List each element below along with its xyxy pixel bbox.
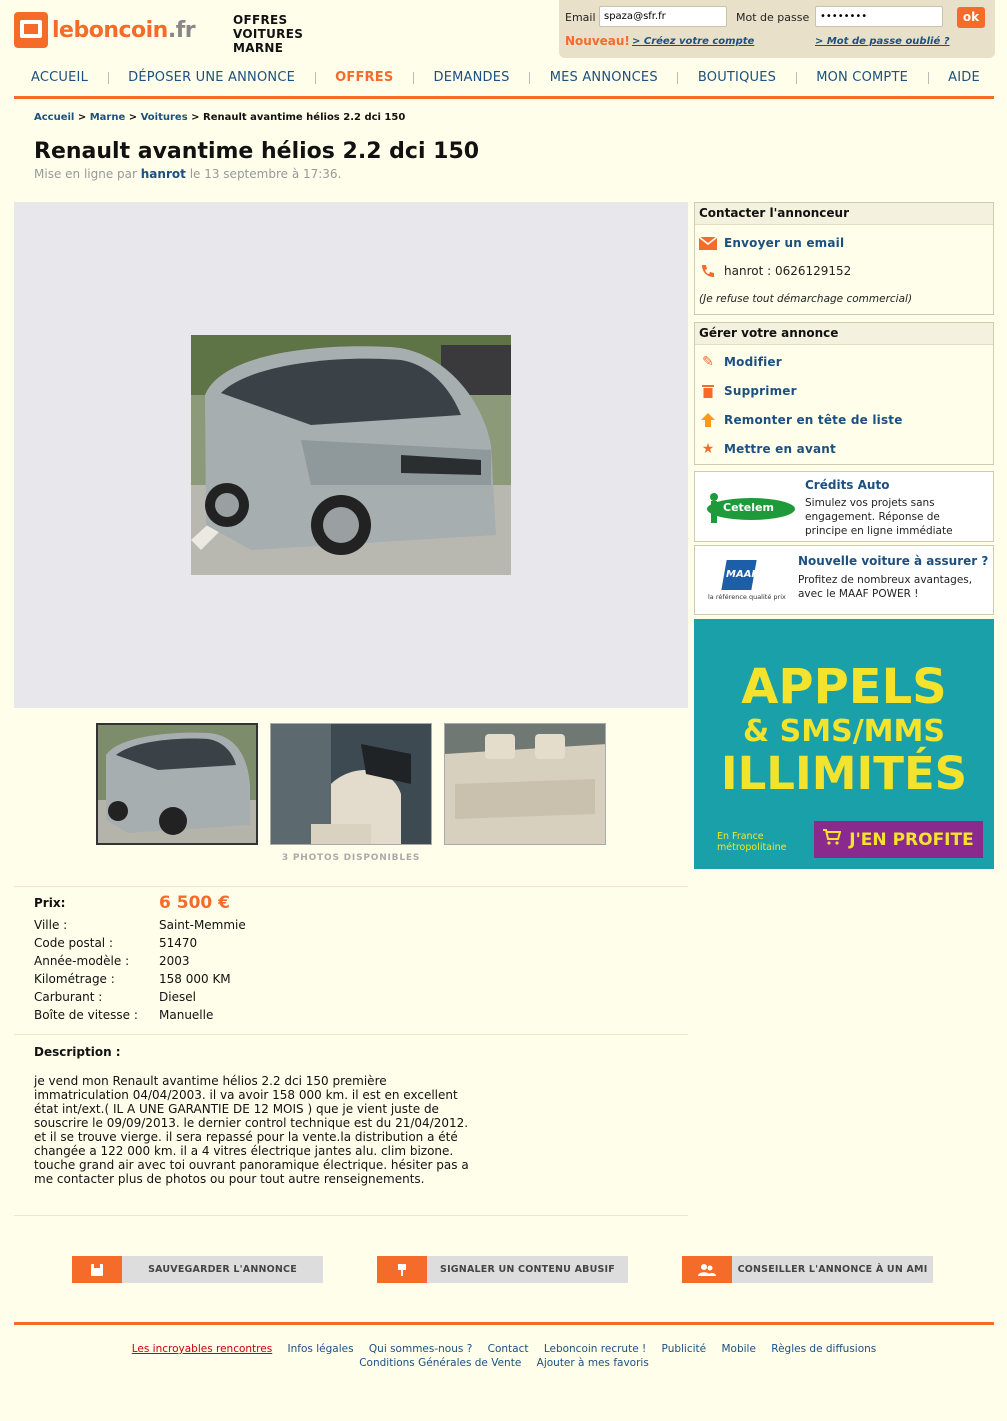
breadcrumb-region[interactable]: Marne (89, 112, 126, 123)
modify-link[interactable]: Modifier (724, 355, 782, 369)
photo-viewer (14, 202, 688, 708)
phone-icon (699, 263, 717, 279)
nav-accueil[interactable]: ACCUEIL (31, 70, 89, 85)
meta-date: le 13 septembre à 17:36. (189, 167, 342, 181)
context-category: VOITURES (233, 27, 304, 41)
nav-separator (928, 72, 929, 84)
breadcrumb-home[interactable]: Accueil (34, 112, 75, 123)
forgot-password-link[interactable]: > Mot de passe oublié ? (815, 36, 950, 47)
save-ad-label: SAUVEGARDER L'ANNONCE (148, 1264, 297, 1275)
share-friend-button[interactable] (682, 1256, 933, 1283)
gearbox-value: Manuelle (159, 1008, 214, 1022)
nav-boutiques[interactable]: BOUTIQUES (697, 70, 777, 85)
maaf-logo (708, 560, 786, 604)
nav-separator (413, 72, 414, 84)
footer-link-cgv[interactable]: Conditions Générales de Vente (359, 1357, 522, 1369)
banner-line2: & SMS/MMS (743, 714, 945, 749)
main-nav (14, 67, 994, 99)
divider (14, 1034, 688, 1035)
send-email-link[interactable]: Envoyer un email (724, 236, 845, 250)
save-ad-button[interactable] (72, 1256, 323, 1283)
city-value: Saint-Memmie (159, 918, 246, 932)
ad-meta (34, 167, 341, 181)
bump-link[interactable]: Remonter en tête de liste (724, 413, 903, 427)
trash-icon (699, 383, 717, 399)
save-icon (72, 1256, 122, 1283)
maaf-title: Nouvelle voiture à assurer ? (798, 554, 989, 568)
create-account-link[interactable]: > Créez votre compte (632, 36, 755, 47)
contact-box (694, 202, 994, 315)
breadcrumb-category[interactable]: Voitures (140, 112, 188, 123)
thumbnail-3[interactable] (444, 723, 606, 845)
banner-note-line1: En France (717, 831, 764, 842)
nav-separator (677, 72, 678, 84)
password-field[interactable] (815, 6, 943, 27)
envelope-icon (699, 235, 717, 251)
delete-link[interactable]: Supprimer (724, 384, 797, 398)
price-label: Prix: (34, 896, 66, 910)
thumbnail-1[interactable] (96, 723, 258, 845)
logo-text: leboncoin (52, 17, 168, 43)
seller-link[interactable]: hanrot (140, 167, 186, 181)
cart-icon (823, 829, 841, 850)
maaf-promo[interactable] (694, 545, 994, 615)
nav-separator (108, 72, 109, 84)
logo-tld: .fr (167, 17, 196, 43)
footer-link-contact[interactable]: Contact (487, 1343, 529, 1355)
footer-link-infos[interactable]: Infos légales (287, 1343, 354, 1355)
footer-link-recrute[interactable]: Leboncoin recrute ! (543, 1343, 647, 1355)
city-label: Ville : (34, 918, 68, 932)
nav-deposer[interactable]: DÉPOSER UNE ANNONCE (128, 70, 296, 85)
nav-mon-compte[interactable]: MON COMPTE (816, 70, 909, 85)
footer-links (14, 1342, 994, 1370)
description-label: Description : (34, 1045, 121, 1059)
breadcrumb-current: Renault avantime hélios 2.2 dci 150 (203, 112, 406, 123)
year-label: Année-modèle : (34, 954, 130, 968)
context-offres: OFFRES (233, 13, 288, 27)
cetelem-logo (705, 489, 795, 527)
manage-title: Gérer votre annonce (695, 323, 993, 345)
maaf-text: Profitez de nombreux avantages, avec le MAAF POWER ! (798, 574, 973, 600)
nav-separator (315, 72, 316, 84)
banner-cta-label: J'EN PROFITE (849, 829, 974, 850)
meta-prefix: Mise en ligne par (34, 167, 137, 181)
login-box (559, 0, 995, 58)
gearbox-label: Boîte de vitesse : (34, 1008, 138, 1022)
context-region: MARNE (233, 41, 284, 55)
delete-row[interactable] (699, 383, 797, 399)
banner-line3: ILLIMITÉS (720, 747, 968, 800)
footer-link-publicite[interactable]: Publicité (661, 1343, 707, 1355)
footer-link-regles[interactable]: Règles de diffusions (771, 1343, 877, 1355)
breadcrumb: Accueil > Marne > Voitures > Renault avantime hélios 2.2 dci 150 (34, 112, 406, 123)
pin-icon (377, 1256, 427, 1283)
banner-cta-button[interactable] (814, 821, 983, 858)
nouveau-label: Nouveau! (565, 34, 630, 48)
footer-link-qui[interactable]: Qui sommes-nous ? (368, 1343, 473, 1355)
main-photo[interactable] (191, 335, 511, 575)
no-solicitation-note: (Je refuse tout démarchage commercial) (699, 293, 913, 305)
bump-row[interactable] (699, 412, 903, 428)
share-friend-label: CONSEILLER L'ANNONCE À UN AMI (737, 1264, 928, 1275)
maaf-tagline: la référence qualité prix (708, 593, 786, 601)
login-ok-button[interactable]: ok (957, 7, 985, 28)
email-label: Email (565, 11, 596, 24)
nav-demandes[interactable]: DEMANDES (433, 70, 510, 85)
context-label (233, 13, 303, 55)
cetelem-text: Simulez vos projets sans engagement. Réponse de principe en ligne immédiate (805, 497, 953, 537)
manage-box (694, 322, 994, 465)
banner-note-line2: métropolitaine (717, 842, 787, 853)
logo-icon (14, 12, 48, 48)
email-field[interactable] (599, 6, 727, 27)
postcode-label: Code postal : (34, 936, 113, 950)
nav-separator (796, 72, 797, 84)
banner-line1: APPELS (741, 659, 947, 715)
maaf-brand: MAAF (726, 569, 759, 580)
report-abuse-button[interactable] (377, 1256, 628, 1283)
nav-aide[interactable]: AIDE (948, 70, 980, 85)
cetelem-promo[interactable] (694, 471, 994, 542)
disclaimer-row (699, 293, 912, 305)
footer-link-rencontres[interactable]: Les incroyables rencontres (131, 1343, 273, 1355)
users-icon (682, 1256, 732, 1283)
contact-title: Contacter l'annonceur (695, 203, 993, 225)
footer-link-favoris[interactable]: Ajouter à mes favoris (536, 1357, 649, 1369)
year-value: 2003 (159, 954, 190, 968)
postcode-value: 51470 (159, 936, 198, 950)
report-abuse-label: SIGNALER UN CONTENU ABUSIF (440, 1264, 615, 1275)
mileage-value: 158 000 KM (159, 972, 231, 986)
highlight-link[interactable]: Mettre en avant (724, 442, 836, 456)
password-label: Mot de passe (736, 11, 810, 24)
pencil-icon: ✎ (702, 354, 714, 370)
nav-offres[interactable]: OFFRES (335, 70, 394, 85)
modify-row[interactable] (699, 354, 782, 370)
phone-row (699, 263, 851, 279)
mileage-label: Kilométrage : (34, 972, 115, 986)
cetelem-brand: Cetelem (723, 501, 774, 514)
thumbnail-2[interactable] (270, 723, 432, 845)
divider (14, 886, 688, 887)
nav-separator (529, 72, 530, 84)
footer-link-mobile[interactable]: Mobile (721, 1343, 756, 1355)
price-value: 6 500 € (159, 893, 230, 913)
highlight-row[interactable] (699, 441, 836, 457)
fuel-value: Diesel (159, 990, 196, 1004)
page-title: Renault avantime hélios 2.2 dci 150 (34, 139, 480, 164)
banner-ad[interactable] (694, 619, 994, 869)
star-icon: ★ (701, 441, 715, 457)
banner-note (717, 831, 787, 853)
footer-divider (14, 1322, 994, 1325)
nav-mes-annonces[interactable]: MES ANNONCES (549, 70, 658, 85)
arrow-up-icon (699, 412, 717, 428)
phone-number: hanrot : 0626129152 (724, 264, 852, 278)
divider (14, 1215, 688, 1216)
photo-count: 3 PHOTOS DISPONIBLES (281, 853, 421, 863)
site-logo[interactable] (14, 10, 209, 50)
fuel-label: Carburant : (34, 990, 103, 1004)
cetelem-title: Crédits Auto (805, 478, 890, 492)
description-text: je vend mon Renault avantime hélios 2.2 dci 150 première immatriculation 04/04/2003. il va avoir 158 000 km. il est en excellent état int/ext.( IL A UNE GARANTIE DE 12 MOIS ) que je vient juste de souscrire le 09/09/2013. le dernier control technique est du 21/04/2012. et il se trouve vierge. il sera repassé pour la vente.la distribution a été changée a 122 000 km. il a 4 vitres électrique jantes alu. clim bizone. touche grand air avec toi ouvrant panoramique électrique. hésiter pas a me contacter plus de photos ou pour tout autre renseignements. (34, 1074, 469, 1186)
send-email-row[interactable] (699, 235, 844, 251)
